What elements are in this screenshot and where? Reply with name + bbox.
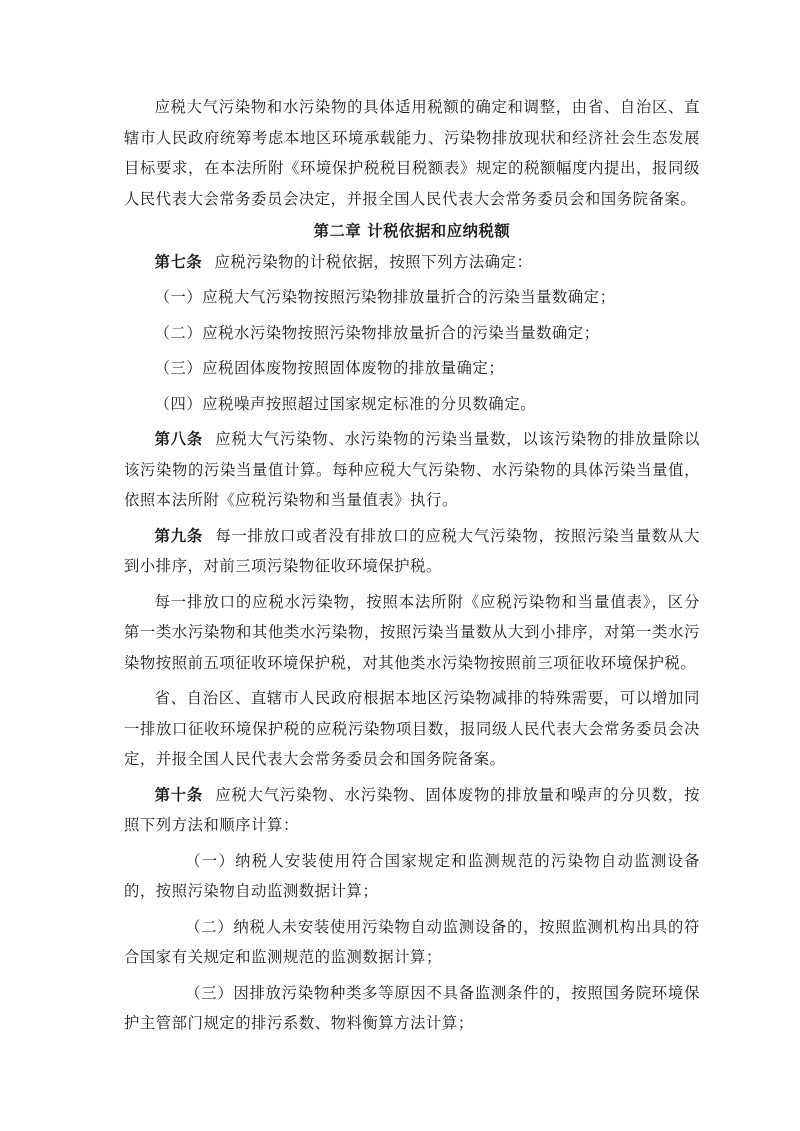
article-9-text: 每一排放口或者没有排放口的应税大气污染物，按照污染当量数从大到小排序，对前三项污染物征收环境保护税。 (124, 526, 700, 575)
article-7-item-3: （三）应税固体废物按照固体废物的排放量确定； (154, 359, 505, 377)
chapter-title: 第二章 计税依据和应纳税额 (313, 222, 511, 240)
article-10 (124, 780, 700, 841)
article-8 (124, 424, 700, 516)
article-8-label: 第八条 (154, 430, 204, 448)
article-10-item-3: （三）因排放污染物种类多等原因不具备监测条件的，按照国务院环境保护主管部门规定的排污系数、物料衡算方法计算； (124, 983, 700, 1032)
article-10-item-1: （一）纳税人安装使用符合国家规定和监测规范的污染物自动监测设备的，按照污染物自动监测数据计算； (124, 851, 700, 900)
intro-paragraph: 应税大气污染物和水污染物的具体适用税额的确定和调整，由省、自治区、直辖市人民政府统筹考虑本地区环境承载能力、污染物排放现状和经济社会生态发展目标要求，在本法所附《环境保护税税目税额表》规定的税额幅度内提出，报同级人民代表大会常务委员会决定，并报全国人民代表大会常务委员会和国务院备案。 (124, 98, 700, 208)
article-10-item-2: （二）纳税人未安装使用污染物自动监测设备的，按照监测机构出具的符合国家有关规定和监测规范的监测数据计算； (124, 917, 700, 966)
article-10-text: 应税大气污染物、水污染物、固体废物的排放量和噪声的分贝数，按照下列方法和顺序计算： (124, 785, 700, 834)
article-9-para-2: 每一排放口的应税水污染物，按照本法所附《应税污染物和当量值表》，区分第一类水污染物和其他类水污染物，按照污染当量数从大到小排序，对第一类水污染物按照前五项征收环境保护税，对其他类水污染物按照前三项征收环境保护税。 (124, 592, 700, 672)
article-10-label: 第十条 (154, 785, 204, 804)
article-7-item-4: （四）应税噪声按照超过国家规定标准的分贝数确定。 (154, 394, 537, 413)
article-7 (124, 247, 700, 278)
article-7-text: 应税污染物的计税依据，按照下列方法确定： (214, 252, 533, 271)
article-9 (124, 521, 700, 582)
article-8-text: 应税大气污染物、水污染物的污染当量数，以该污染物的排放量除以该污染物的污染当量值计算。每种应税大气污染物、水污染物的具体污染当量值，依照本法所附《应税污染物和当量值表》执行。 (124, 430, 700, 509)
article-9-label: 第九条 (154, 526, 204, 545)
article-7-label: 第七条 (154, 252, 203, 271)
article-9-para-3: 省、自治区、直辖市人民政府根据本地区污染物减排的特殊需要，可以增加同一排放口征收环境保护税的应税污染物项目数，报同级人民代表大会常务委员会决定，并报全国人民代表大会常务委员会和国务院备案。 (124, 689, 700, 768)
document-page (124, 92, 700, 1039)
article-7-item-1: （一）应税大气污染物按照污染物排放量折合的污染当量数确定； (154, 288, 616, 306)
article-7-item-2: （二）应税水污染物按照污染物排放量折合的污染当量数确定； (154, 323, 600, 342)
